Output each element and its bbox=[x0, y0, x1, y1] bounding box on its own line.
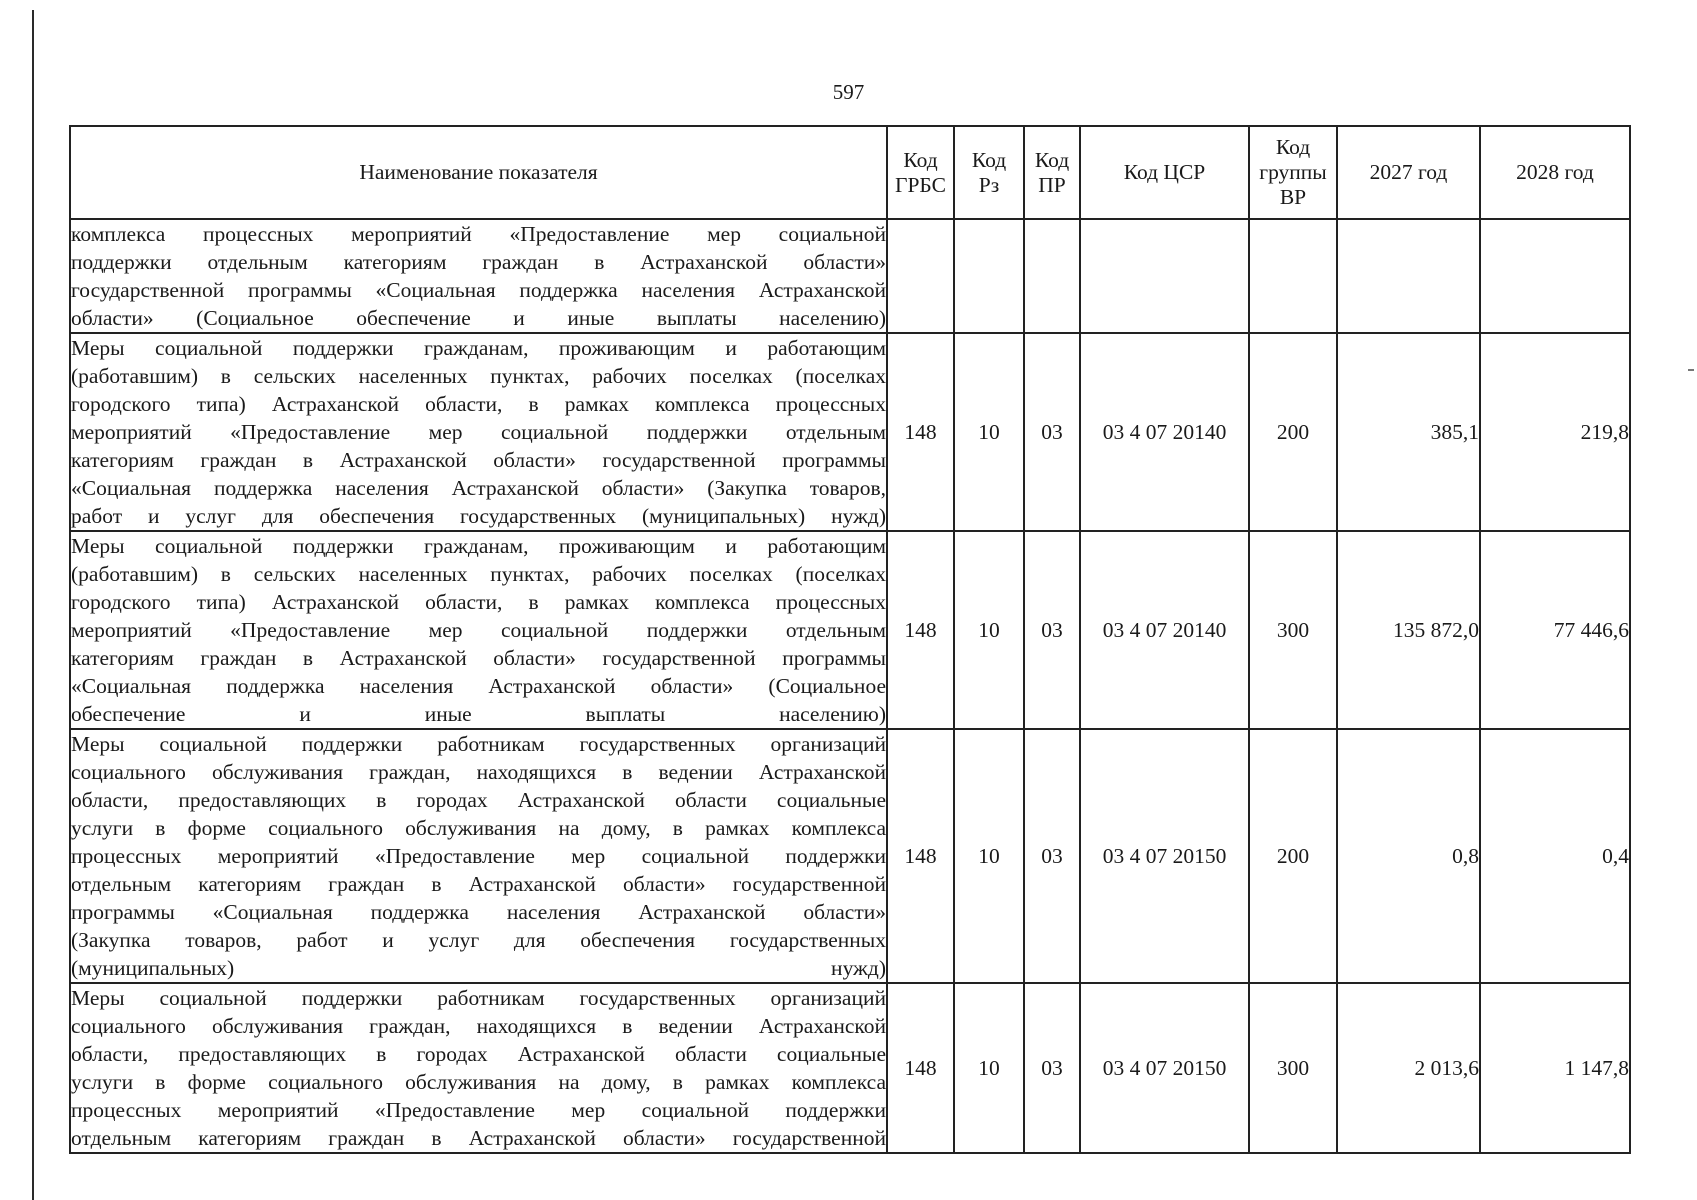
cell-grbs: 148 bbox=[887, 983, 954, 1153]
table-row bbox=[70, 983, 1630, 1153]
table-row bbox=[70, 531, 1630, 729]
table-row bbox=[70, 219, 1630, 333]
cell-vr bbox=[1249, 219, 1337, 333]
cell-2028: 0,4 bbox=[1480, 729, 1630, 983]
name-line: обеспечение и иные выплаты населению) bbox=[71, 702, 886, 726]
cell-csr: 03 4 07 20150 bbox=[1080, 729, 1249, 983]
cell-2027: 0,8 bbox=[1337, 729, 1480, 983]
header-rz: Код Рз bbox=[954, 126, 1024, 219]
header-grbs: Код ГРБС bbox=[887, 126, 954, 219]
name-line: категориям граждан в Астраханской области» государственной программы bbox=[71, 448, 886, 472]
name-line: социального обслуживания граждан, находящихся в ведении Астраханской bbox=[71, 1014, 886, 1038]
cell-grbs: 148 bbox=[887, 531, 954, 729]
header-vr: Код группы ВР bbox=[1249, 126, 1337, 219]
row-name-cell bbox=[70, 729, 887, 983]
cell-csr: 03 4 07 20150 bbox=[1080, 983, 1249, 1153]
cell-csr: 03 4 07 20140 bbox=[1080, 333, 1249, 531]
cell-grbs: 148 bbox=[887, 729, 954, 983]
cell-pr bbox=[1024, 219, 1080, 333]
name-line: городского типа) Астраханской области, в рамках комплекса процессных bbox=[71, 590, 886, 614]
margin-mark bbox=[1688, 369, 1694, 371]
cell-grbs bbox=[887, 219, 954, 333]
cell-pr: 03 bbox=[1024, 333, 1080, 531]
cell-rz bbox=[954, 219, 1024, 333]
cell-2028: 77 446,6 bbox=[1480, 531, 1630, 729]
name-line: «Социальная поддержка населения Астраханской области» (Закупка товаров, bbox=[71, 476, 886, 500]
row-name-cell bbox=[70, 983, 887, 1153]
name-line: (муниципальных) нужд) bbox=[71, 956, 886, 980]
name-line: мероприятий «Предоставление мер социальной поддержки отдельным bbox=[71, 420, 886, 444]
header-pr: Код ПР bbox=[1024, 126, 1080, 219]
cell-grbs: 148 bbox=[887, 333, 954, 531]
header-csr: Код ЦСР bbox=[1080, 126, 1249, 219]
header-2027: 2027 год bbox=[1337, 126, 1480, 219]
name-line: отдельным категориям граждан в Астраханской области» государственной bbox=[71, 1126, 886, 1150]
name-line: услуги в форме социального обслуживания на дому, в рамках комплекса bbox=[71, 1070, 886, 1094]
page-number: 597 bbox=[832, 80, 865, 104]
table-row bbox=[70, 729, 1630, 983]
cell-2028: 1 147,8 bbox=[1480, 983, 1630, 1153]
name-line: работ и услуг для обеспечения государственных (муниципальных) нужд) bbox=[71, 504, 886, 528]
name-line: процессных мероприятий «Предоставление мер социальной поддержки bbox=[71, 844, 886, 868]
budget-table bbox=[69, 125, 1631, 1154]
cell-pr: 03 bbox=[1024, 729, 1080, 983]
name-line: мероприятий «Предоставление мер социальной поддержки отдельным bbox=[71, 618, 886, 642]
table-header-row bbox=[70, 126, 1630, 219]
cell-rz: 10 bbox=[954, 531, 1024, 729]
cell-vr: 300 bbox=[1249, 983, 1337, 1153]
cell-rz: 10 bbox=[954, 729, 1024, 983]
name-line: Меры социальной поддержки гражданам, проживающим и работающим bbox=[71, 534, 886, 558]
cell-2028 bbox=[1480, 219, 1630, 333]
name-line: комплекса процессных мероприятий «Предоставление мер социальной bbox=[71, 222, 886, 246]
name-line: (работавшим) в сельских населенных пунктах, рабочих поселках (поселках bbox=[71, 562, 886, 586]
cell-vr: 200 bbox=[1249, 729, 1337, 983]
header-name: Наименование показателя bbox=[70, 126, 887, 219]
cell-2027: 385,1 bbox=[1337, 333, 1480, 531]
cell-rz: 10 bbox=[954, 983, 1024, 1153]
name-line: городского типа) Астраханской области, в рамках комплекса процессных bbox=[71, 392, 886, 416]
header-2028: 2028 год bbox=[1480, 126, 1630, 219]
row-name-cell bbox=[70, 219, 887, 333]
name-line: (работавшим) в сельских населенных пунктах, рабочих поселках (поселках bbox=[71, 364, 886, 388]
row-name-cell bbox=[70, 531, 887, 729]
name-line: (Закупка товаров, работ и услуг для обеспечения государственных bbox=[71, 928, 886, 952]
cell-csr: 03 4 07 20140 bbox=[1080, 531, 1249, 729]
name-line: социального обслуживания граждан, находящихся в ведении Астраханской bbox=[71, 760, 886, 784]
name-line: программы «Социальная поддержка населения Астраханской области» bbox=[71, 900, 886, 924]
row-name-cell bbox=[70, 333, 887, 531]
name-line: услуги в форме социального обслуживания на дому, в рамках комплекса bbox=[71, 816, 886, 840]
cell-csr bbox=[1080, 219, 1249, 333]
name-line: категориям граждан в Астраханской области» государственной программы bbox=[71, 646, 886, 670]
name-line: «Социальная поддержка населения Астраханской области» (Социальное bbox=[71, 674, 886, 698]
name-line: области» (Социальное обеспечение и иные выплаты населению) bbox=[71, 306, 886, 330]
cell-vr: 300 bbox=[1249, 531, 1337, 729]
page-binding-line bbox=[32, 10, 34, 1200]
name-line: области, предоставляющих в городах Астраханской области социальные bbox=[71, 788, 886, 812]
table-row bbox=[70, 333, 1630, 531]
cell-2028: 219,8 bbox=[1480, 333, 1630, 531]
name-line: Меры социальной поддержки гражданам, проживающим и работающим bbox=[71, 336, 886, 360]
name-line: государственной программы «Социальная поддержка населения Астраханской bbox=[71, 278, 886, 302]
cell-pr: 03 bbox=[1024, 983, 1080, 1153]
name-line: отдельным категориям граждан в Астраханской области» государственной bbox=[71, 872, 886, 896]
name-line: Меры социальной поддержки работникам государственных организаций bbox=[71, 732, 886, 756]
name-line: поддержки отдельным категориям граждан в Астраханской области» bbox=[71, 250, 886, 274]
cell-rz: 10 bbox=[954, 333, 1024, 531]
name-line: области, предоставляющих в городах Астраханской области социальные bbox=[71, 1042, 886, 1066]
cell-2027: 2 013,6 bbox=[1337, 983, 1480, 1153]
cell-2027: 135 872,0 bbox=[1337, 531, 1480, 729]
cell-vr: 200 bbox=[1249, 333, 1337, 531]
name-line: процессных мероприятий «Предоставление мер социальной поддержки bbox=[71, 1098, 886, 1122]
cell-pr: 03 bbox=[1024, 531, 1080, 729]
name-line: Меры социальной поддержки работникам государственных организаций bbox=[71, 986, 886, 1010]
cell-2027 bbox=[1337, 219, 1480, 333]
